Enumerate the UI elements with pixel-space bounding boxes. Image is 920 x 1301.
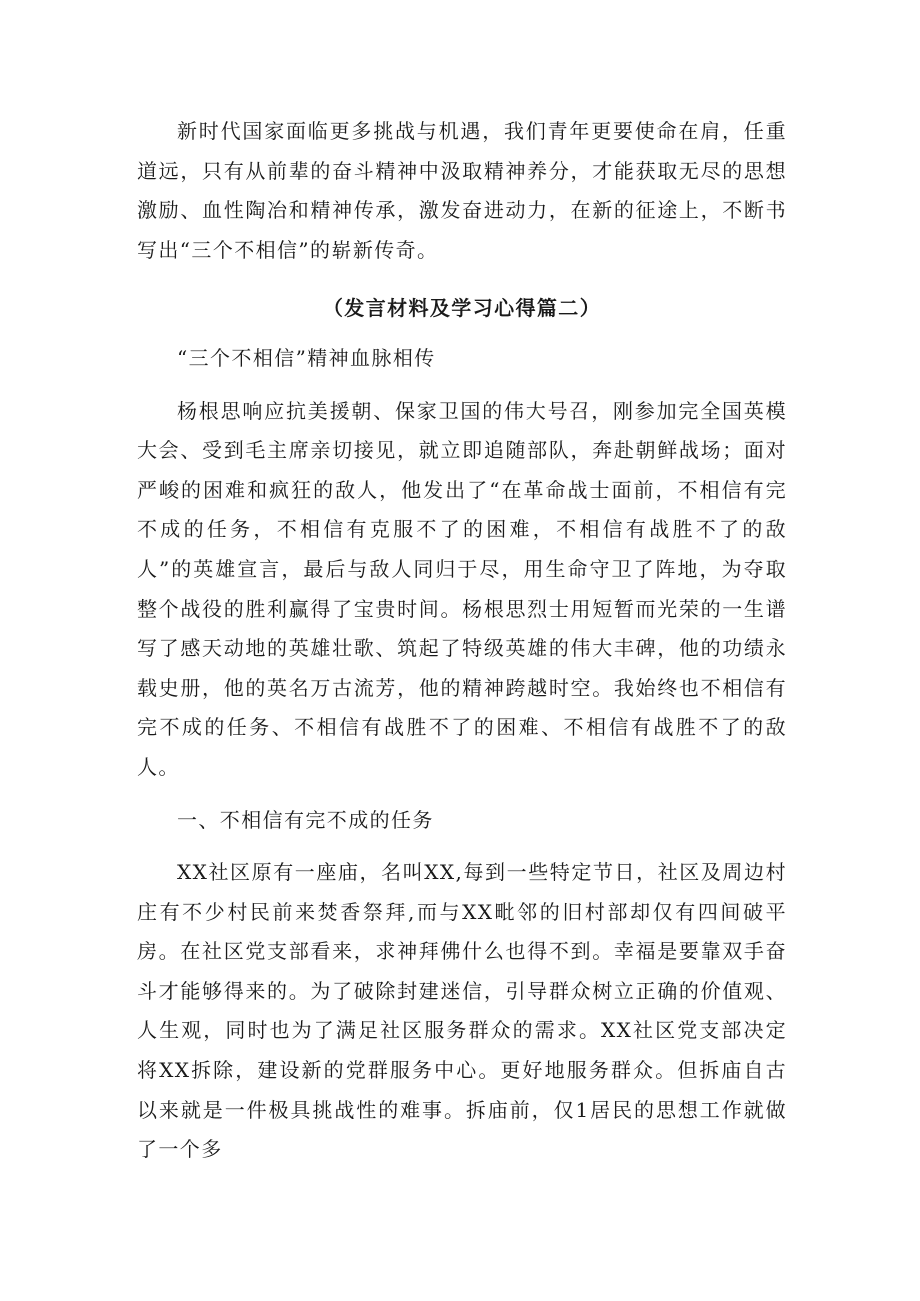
paragraph-community: XX社区原有一座庙，名叫XX,每到一些特定节日，社区及周边村庄有不少村民前来焚香祭拜,而与XX毗邻的旧村部却仅有四间破平房。在社区党支部看来，求神拜佛什么也得不到。幸福是要靠双手奋斗才能够得来的。为了破除封建迷信，引导群众树立正确的价值观、人生观，同时也为了满足社区服务群众的需求。XX社区党支部决定将XX拆除，建设新的党群服务中心。更好地服务群众。但拆庙自古以来就是一件极具挑战性的难事。拆庙前，仅1居民的思想工作就做了一个多 (137, 860, 787, 1162)
document-body (137, 112, 787, 1170)
paragraph-intro: 新时代国家面临更多挑战与机遇，我们青年更要使命在肩，任重道远，只有从前辈的奋斗精神中汲取精神养分，才能获取无尽的思想激励、血性陶冶和精神传承，激发奋进动力，在新的征途上，不断书写出“三个不相信”的崭新传奇。 (137, 119, 787, 262)
paragraph-yang-gensi: 杨根思响应抗美援朝、保家卫国的伟大号召，刚参加完全国英模大会、受到毛主席亲切接见，就立即追随部队，奔赴朝鲜战场；面对严峻的困难和疯狂的敌人，他发出了“在革命战士面前，不相信有完不成的任务，不相信有克服不了的困难，不相信有战胜不了的敌人”的英雄宣言，最后与敌人同归于尽，用生命守卫了阵地，为夺取整个战役的胜利赢得了宝贵时间。杨根思烈士用短暂而光荣的一生谱写了感天动地的英雄壮歌、筑起了特级英雄的伟大丰碑，他的功绩永载史册，他的英名万古流芳，他的精神跨越时空。我始终也不相信有完不成的任务、不相信有战胜不了的困难、不相信有战胜不了的敌人。 (137, 398, 787, 779)
heading-section-1: 一、不相信有完不成的任务 (177, 807, 434, 832)
section-title: （发言材料及学习心得篇二） (322, 296, 602, 321)
article-subtitle: “三个不相信”精神血脉相传 (177, 345, 436, 370)
